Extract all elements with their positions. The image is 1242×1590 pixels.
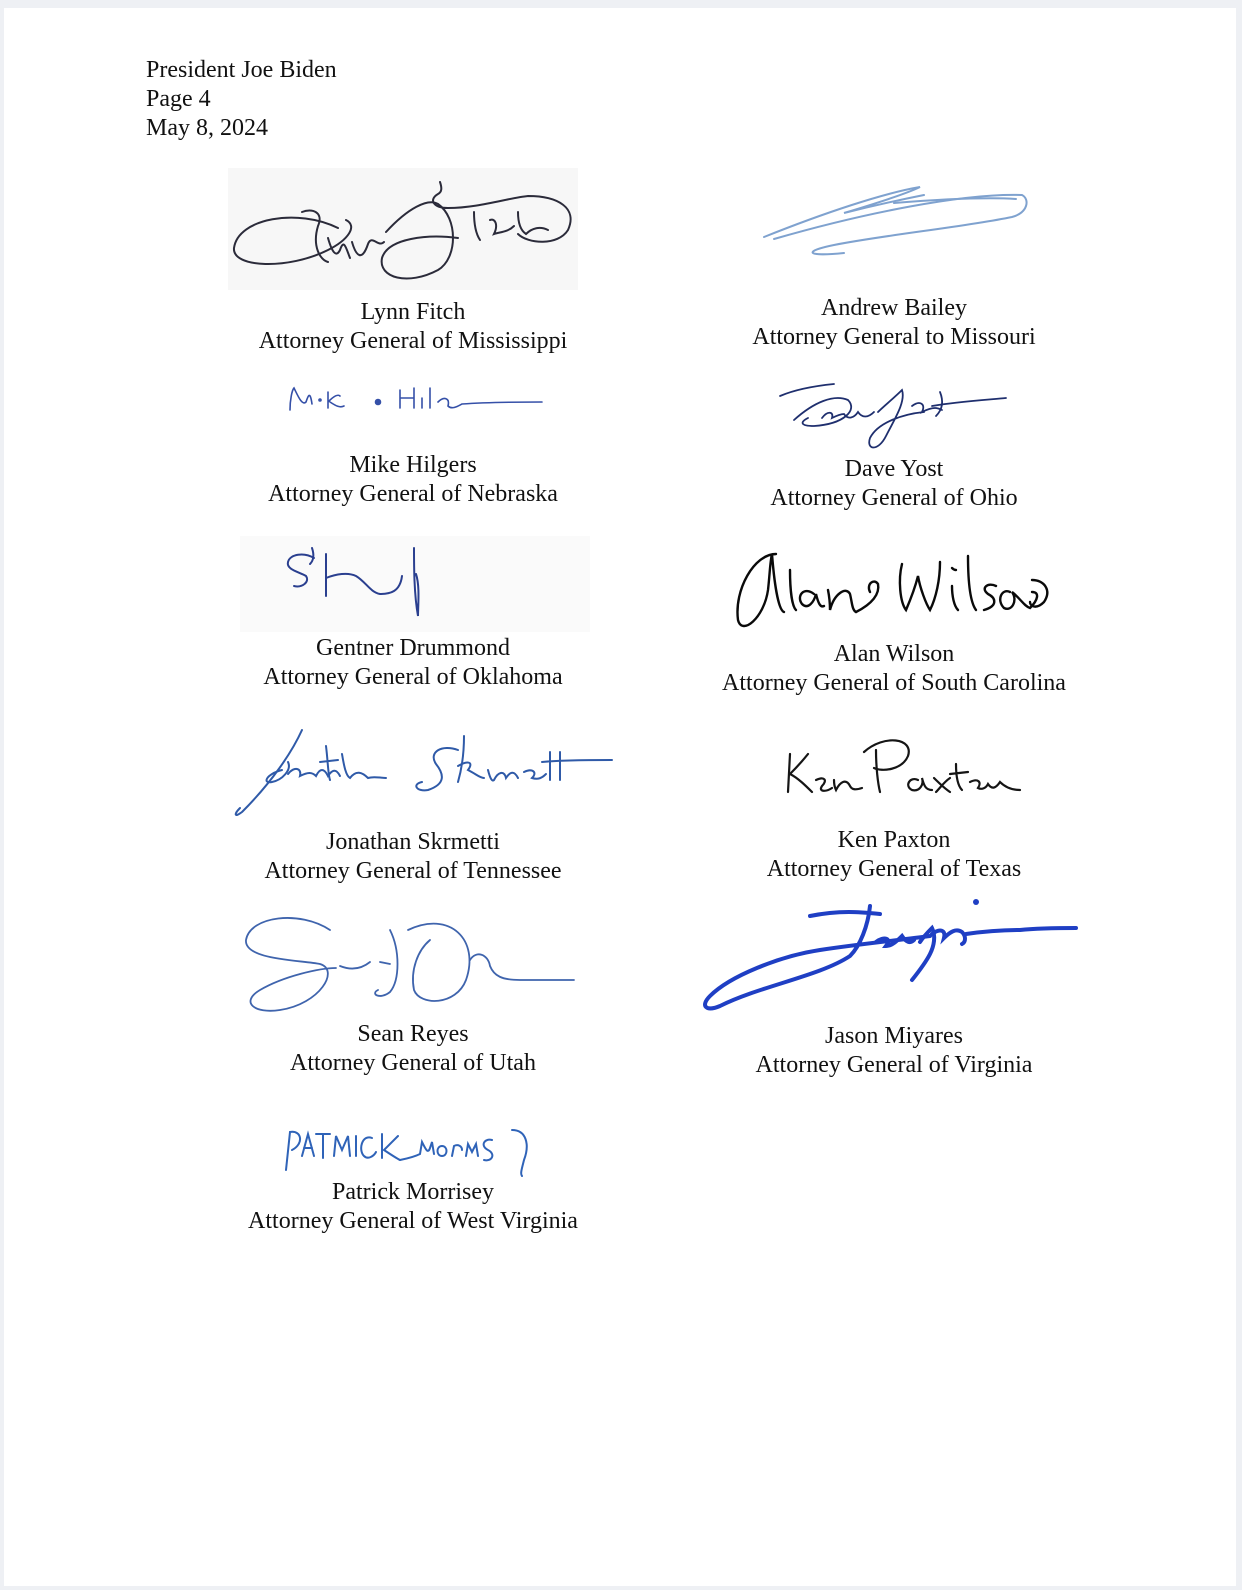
signatory-text — [210, 828, 616, 886]
signature-block-gentner-drummond — [210, 536, 616, 696]
signatory-name: Dave Yost — [844, 456, 944, 482]
signatory-title: Attorney General of Texas — [766, 856, 1022, 882]
signature-block-jonathan-skrmetti — [210, 720, 616, 890]
signatory-text — [684, 826, 1104, 884]
page-number: Page 4 — [146, 86, 211, 112]
signatory-text — [210, 451, 616, 509]
signatory-title: Attorney General of Nebraska — [268, 481, 558, 507]
signature-image — [228, 168, 578, 290]
signature-block-ken-paxton — [684, 720, 1104, 890]
signatory-title: Attorney General of Tennessee — [264, 858, 562, 884]
signatory-title: Attorney General of South Carolina — [722, 670, 1066, 696]
letter-date: May 8, 2024 — [146, 115, 268, 141]
signatory-text — [684, 455, 1104, 513]
signatory-title: Attorney General to Missouri — [752, 324, 1036, 350]
signatory-title: Attorney General of West Virginia — [248, 1208, 578, 1234]
signature-block-patrick-morrisey — [210, 1116, 616, 1246]
signatory-text — [684, 640, 1104, 698]
signature-image — [280, 1120, 540, 1176]
recipient-line: President Joe Biden — [146, 57, 337, 83]
signatory-text — [210, 1020, 616, 1078]
signatory-title: Attorney General of Virginia — [755, 1052, 1033, 1078]
signatory-title: Attorney General of Mississippi — [258, 328, 568, 354]
signature-block-jason-miyares — [684, 896, 1104, 1086]
signatory-title: Attorney General of Ohio — [770, 485, 1018, 511]
signature-block-alan-wilson — [684, 536, 1104, 696]
signature-image — [280, 376, 550, 424]
signature-image — [774, 730, 1024, 810]
signatory-text — [210, 1178, 616, 1236]
signatory-text — [684, 1022, 1104, 1080]
signatory-name: Jason Miyares — [825, 1023, 963, 1049]
signatory-title: Attorney General of Utah — [290, 1050, 536, 1076]
signature-image — [734, 540, 1054, 636]
signatory-text — [684, 294, 1104, 352]
signatory-name: Ken Paxton — [837, 827, 951, 853]
signatory-title: Attorney General of Oklahoma — [263, 664, 563, 690]
signature-image — [744, 173, 1044, 263]
signature-block-sean-reyes — [210, 910, 616, 1080]
signature-image — [240, 910, 580, 1016]
letter-page — [4, 8, 1236, 1586]
signatory-name: Gentner Drummond — [316, 635, 510, 661]
signature-block-mike-hilgers — [210, 370, 616, 510]
signature-image — [700, 896, 1090, 1016]
signatory-name: Jonathan Skrmetti — [326, 829, 500, 855]
signature-image — [774, 376, 1014, 452]
signatory-name: Mike Hilgers — [349, 452, 477, 478]
signatory-name: Patrick Morrisey — [332, 1179, 494, 1205]
signatory-name: Sean Reyes — [357, 1021, 469, 1047]
signature-block-dave-yost — [684, 370, 1104, 520]
signatory-name: Alan Wilson — [833, 641, 955, 667]
letter-header — [146, 56, 337, 143]
signature-image — [232, 722, 612, 822]
signature-block-lynn-fitch — [210, 168, 616, 354]
signatory-name: Lynn Fitch — [360, 299, 466, 325]
signature-block-andrew-bailey — [684, 168, 1104, 348]
signatory-name: Andrew Bailey — [821, 295, 967, 321]
signatory-text — [210, 634, 616, 692]
signature-image — [240, 536, 590, 632]
signatory-text — [210, 298, 616, 356]
